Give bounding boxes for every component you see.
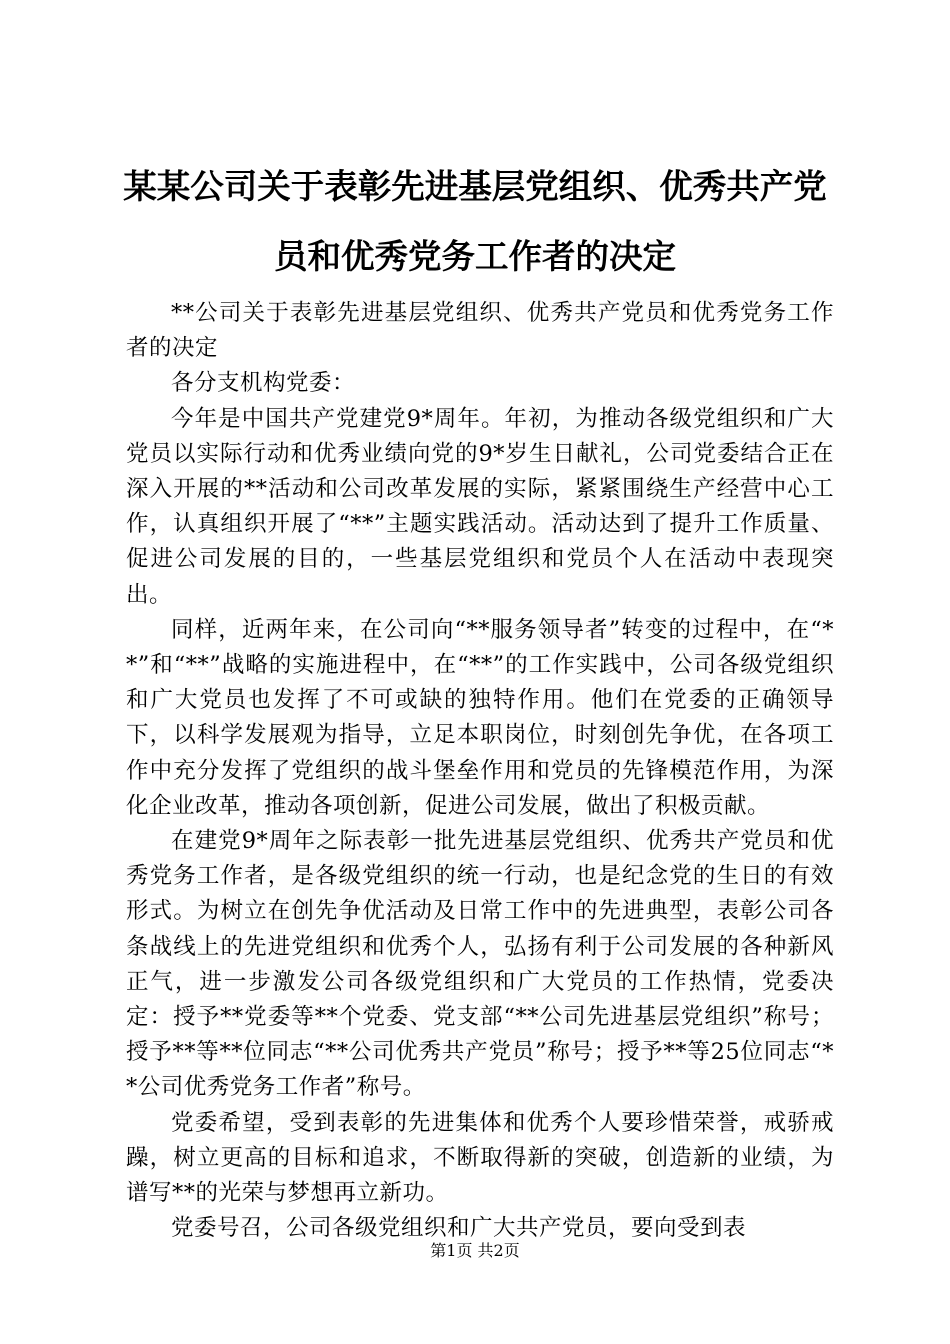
document-body: [126, 296, 834, 1246]
paragraph-background: 今年是中国共产党建党9*周年。年初，为推动各级党组织和广大党员以实际行动和优秀业绩向党的9*岁生日献礼，公司党委结合正在深入开展的**活动和公司改革发展的实际，紧紧围绕生产经营中心工作，认真组织开展了“**”主题实践活动。活动达到了提升工作质量、促进公司发展的目的，一些基层党组织和党员个人在活动中表现突出。: [126, 405, 834, 608]
document-title: 某某公司关于表彰先进基层党组织、优秀共产党员和优秀党务工作者的决定: [123, 167, 827, 276]
paragraph-hope: 党委希望，受到表彰的先进集体和优秀个人要珍惜荣誉，戒骄戒躁，树立更高的目标和追求，不断取得新的突破，创造新的业绩，为谱写**的光荣与梦想再立新功。: [126, 1109, 834, 1207]
paragraph-achievements: 同样，近两年来，在公司向“**服务领导者”转变的过程中，在“**”和“**”战略的实施进程中，在“**”的工作实践中，公司各级党组织和广大党员也发挥了不可或缺的独特作用。他们在党委的正确领导下，以科学发展观为指导，立足本职岗位，时刻创先争优，在各项工作中充分发挥了党组织的战斗堡垒作用和党员的先锋模范作用，为深化企业改革，推动各项创新，促进公司发展，做出了积极贡献。: [126, 616, 834, 819]
paragraph-call: 党委号召，公司各级党组织和广大共产党员，要向受到表: [171, 1215, 747, 1242]
page-number: 第1页 共2页: [430, 1241, 520, 1260]
paragraph-salutation: 各分支机构党委：: [171, 370, 356, 397]
paragraph-subtitle: **公司关于表彰先进基层党组织、优秀共产党员和优秀党务工作者的决定: [126, 300, 834, 362]
paragraph-decision: 在建党9*周年之际表彰一批先进基层党组织、优秀共产党员和优秀党务工作者，是各级党组织的统一行动，也是纪念党的生日的有效形式。为树立在创先争优活动及日常工作中的先进典型，表彰公司各条战线上的先进党组织和优秀个人，弘扬有利于公司发展的各种新风正气，进一步激发公司各级党组织和广大党员的工作热情，党委决定：授予**党委等**个党委、党支部“**公司先进基层党组织”称号；授予**等**位同志“**公司优秀共产党员”称号；授予**等25位同志“**公司优秀党务工作者”称号。: [126, 828, 834, 1101]
